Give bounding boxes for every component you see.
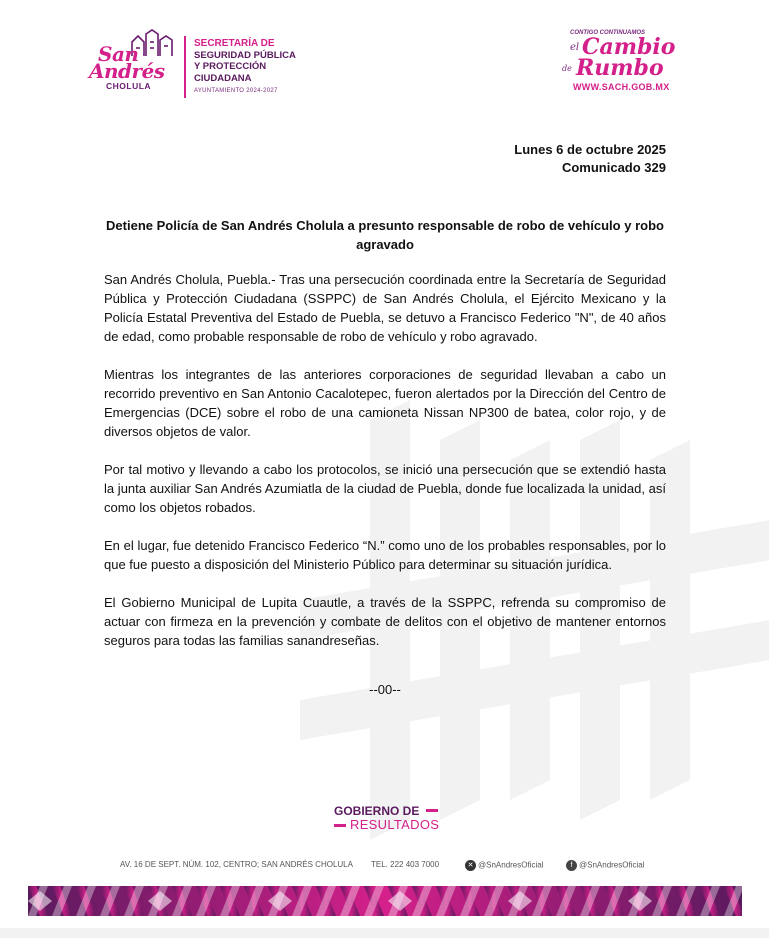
- footer-logo-bar-1: [426, 809, 438, 812]
- footer-logo-line-2: RESULTADOS: [350, 817, 440, 832]
- x-handle: @SnAndresOficial: [478, 860, 544, 870]
- paragraph-5: El Gobierno Municipal de Lupita Cuautle, a través de la SSPPC, refrenda su compromiso de actuar con firmeza en la prevención y combate de delitos con el objetivo de mantener entornos seguros para todas las familias sanandreseñas.: [104, 595, 666, 648]
- campaign-tagline: CONTIGO CONTINUAMOS: [570, 30, 645, 36]
- dept-line-4: CIUDADANA: [194, 72, 252, 84]
- decorative-pattern-band: [28, 886, 742, 916]
- municipal-logo: [86, 28, 326, 100]
- x-logo-icon: ✕: [465, 860, 476, 871]
- footer-address: AV. 16 DE SEPT. NÚM. 102, CENTRO; SAN ANDRÉS CHOLULA: [120, 860, 353, 869]
- footer-facebook-account[interactable]: [566, 860, 644, 871]
- paragraph-1: San Andrés Cholula, Puebla.- Tras una persecución coordinada entre la Secretaría de Seguridad Pública y Protección Ciudadana (SSPPC) de San Andrés Cholula, el Ejército Mexicano y la Policía Estatal Preventiva del Estado de Puebla, se detuvo a Francisco Federico "N", de 40 años de edad, como probable responsable de robo de vehículo y robo agravado.: [104, 272, 666, 344]
- facebook-handle: @SnAndresOficial: [579, 860, 645, 870]
- document-number: Comunicado 329: [561, 160, 666, 175]
- paragraph-2: Mientras los integrantes de las anteriores corporaciones de seguridad llevaban a cabo un recorrido preventivo en San Antonio Cacalotepec, fueron alertados por la Dirección del Centro de Emergencias (DCE) sobre el robo de una camioneta Nissan NP300 de batea, color rojo, y de diversos objetos de valor.: [104, 367, 666, 439]
- bottom-edge: [0, 928, 769, 938]
- dept-line-1: SECRETARÍA DE: [194, 38, 275, 49]
- logo-andres-text: Andrés: [89, 59, 165, 83]
- campaign-logo: [556, 30, 696, 100]
- campaign-word-cambio: Cambio: [582, 34, 676, 60]
- document-title: Detiene Policía de San Andrés Cholula a presunto responsable de robo de vehículo y robo agravado: [106, 218, 664, 252]
- paragraph-4: En el lugar, fue detenido Francisco Federico “N.” como uno de los probables responsables, por lo que fue puesto a disposición del Ministerio Público para determinar su situación jurídica.: [104, 538, 666, 572]
- campaign-word-el: el: [570, 42, 580, 53]
- department-name: [194, 38, 296, 98]
- website-url: WWW.SACH.GOB.MX: [573, 82, 670, 92]
- campaign-word-de: de: [562, 64, 572, 73]
- administration-period: AYUNTAMIENTO 2024-2027: [194, 88, 278, 94]
- dept-line-2: SEGURIDAD PÚBLICA: [194, 49, 296, 61]
- document-date: Lunes 6 de octubre 2025: [514, 142, 666, 157]
- footer-logo-bar-2: [334, 824, 346, 827]
- campaign-word-rumbo: Rumbo: [576, 55, 664, 81]
- footer-logo-line-1: GOBIERNO DE: [334, 804, 420, 818]
- logo-divider: [184, 36, 186, 98]
- document-body: [104, 270, 666, 669]
- paragraph-3: Por tal motivo y llevando a cabo los protocolos, se inició una persecución que se extendió hasta la junta auxiliar San Andrés Azumiatla de la ciudad de Puebla, donde fue localizada la unidad, así como los objetos robados.: [104, 462, 666, 515]
- date-block: [514, 141, 666, 177]
- logo-cholula-text: CHOLULA: [106, 81, 152, 91]
- gobierno-de-resultados-logo: [320, 804, 450, 836]
- logo-san-text: San: [98, 42, 139, 66]
- dept-line-3: Y PROTECCIÓN: [194, 61, 267, 72]
- footer-x-account[interactable]: [465, 860, 543, 871]
- footer-phone: TEL. 222 403 7000: [371, 860, 440, 869]
- facebook-icon: f: [566, 860, 577, 871]
- closing-mark: --00--: [369, 682, 401, 697]
